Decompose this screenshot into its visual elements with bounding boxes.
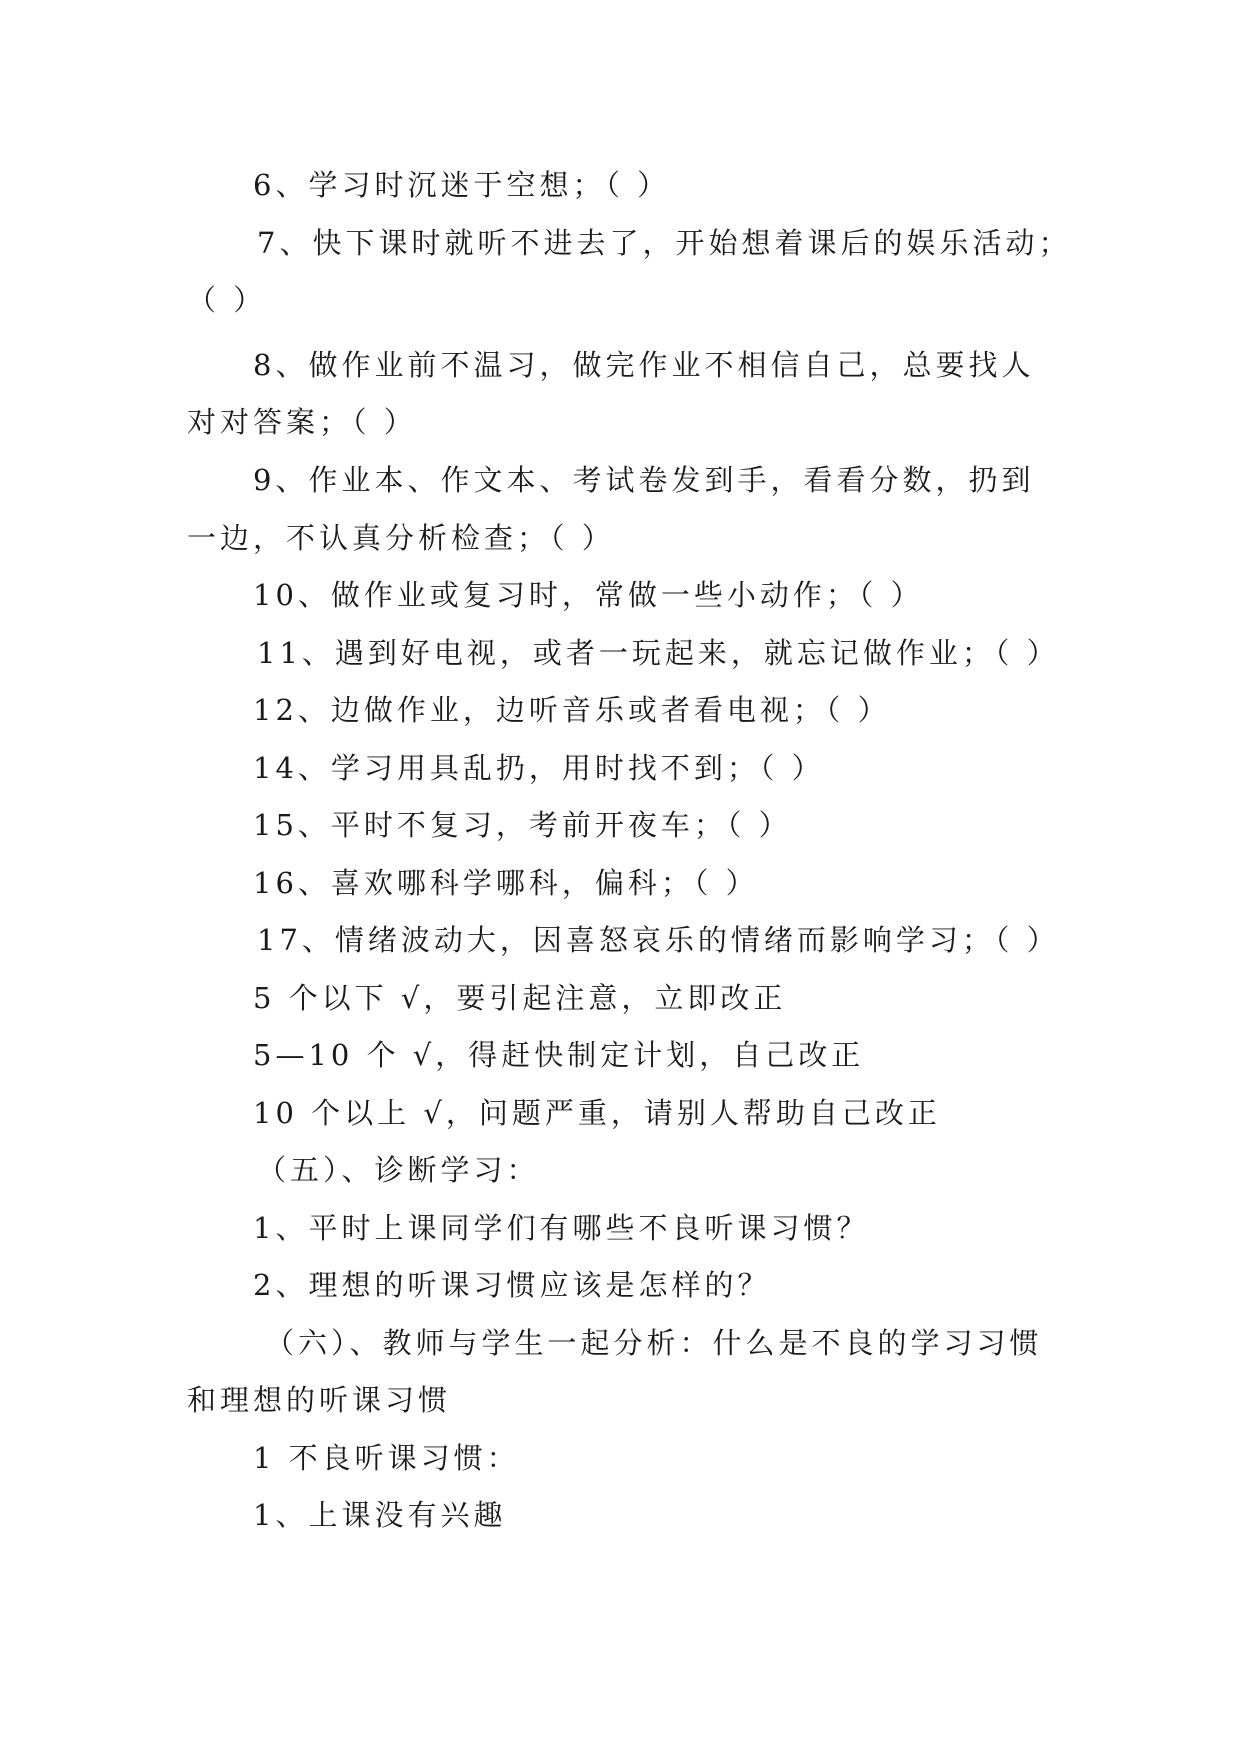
diagnosis-question-2: 2、理想的听课习惯应该是怎样的？ [253, 1268, 771, 1302]
survey-item-11: 11、遇到好电视，或者一玩起来，就忘记做作业；（ ） [257, 636, 1060, 670]
section-heading-6: （六）、教师与学生一起分析：什么是不良的学习习惯 [265, 1326, 1043, 1360]
scoring-under-5: 5 个以下 √，要引起注意，立即改正 [253, 981, 787, 1015]
survey-item-9: 9、作业本、作文本、考试卷发到手，看看分数，扔到 [253, 463, 1035, 497]
survey-item-15: 15、平时不复习，考前开夜车；（ ） [253, 808, 792, 842]
scoring-5-10: 5—10 个 √，得赶快制定计划，自己改正 [253, 1038, 865, 1072]
section-heading-6-cont: 和理想的听课习惯 [187, 1383, 452, 1417]
survey-item-10: 10、做作业或复习时，常做一些小动作；（ ） [253, 578, 924, 612]
survey-item-14: 14、学习用具乱扔，用时找不到；（ ） [253, 751, 825, 785]
survey-item-17: 17、情绪波动大，因喜怒哀乐的情绪而影响学习；（ ） [257, 923, 1060, 957]
survey-item-6: 6、学习时沉迷于空想；（ ） [253, 168, 671, 202]
survey-item-16: 16、喜欢哪科学哪科，偏科；（ ） [253, 866, 759, 900]
survey-item-8: 8、做作业前不温习，做完作业不相信自己，总要找人 [253, 348, 1035, 382]
survey-item-7: 7、快下课时就听不进去了，开始想着课后的娱乐活动； [257, 226, 1072, 260]
subheading-bad-habits: 1 不良听课习惯： [253, 1441, 520, 1475]
survey-item-7-answer: （ ） [187, 283, 267, 317]
survey-item-8-cont: 对对答案；（ ） [187, 405, 417, 439]
diagnosis-question-1: 1、平时上课同学们有哪些不良听课习惯？ [253, 1211, 870, 1245]
survey-item-12: 12、边做作业，边听音乐或者看电视；（ ） [253, 693, 891, 727]
bad-habit-1: 1、上课没有兴趣 [253, 1498, 507, 1532]
survey-item-9-cont: 一边，不认真分析检查；（ ） [187, 521, 615, 555]
scoring-over-10: 10 个以上 √，问题严重，请别人帮助自己改正 [253, 1096, 941, 1130]
section-heading-5: （五）、诊断学习： [257, 1153, 540, 1187]
